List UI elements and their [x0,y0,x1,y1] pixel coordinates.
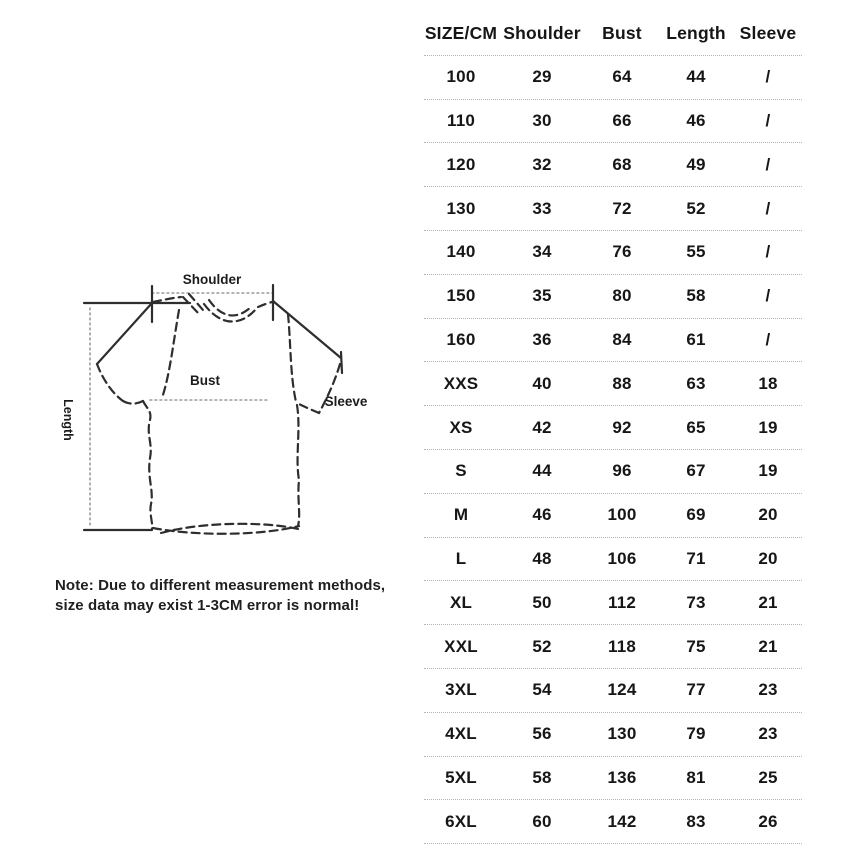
table-row [424,581,802,625]
table-cell: 40 [532,373,552,393]
table-cell: 92 [612,417,632,437]
table-cell: 26 [758,811,778,831]
table-cell: 73 [686,592,706,612]
table-cell: 19 [758,461,778,481]
table-cell: 80 [612,286,632,306]
table-cell: 88 [612,373,632,393]
table-row [424,450,802,494]
shoulder-label: Shoulder [182,272,242,287]
table-cell: 50 [532,592,552,612]
table-row [424,187,802,231]
column-header: Sleeve [739,22,797,43]
sleeve-label: Sleeve [324,394,368,409]
table-cell: 81 [686,767,706,787]
table-cell: 120 [446,154,476,174]
table-cell: 67 [686,461,706,481]
table-cell: 160 [446,329,476,349]
table-header-row [424,12,802,56]
table-cell: XXS [443,373,479,393]
table-cell: 96 [612,461,632,481]
table-cell: 63 [686,373,706,393]
table-cell: 52 [532,636,552,656]
table-cell: 44 [532,461,552,481]
column-header: SIZE/CM [424,22,498,43]
column-header: Bust [602,22,642,43]
table-cell: 65 [686,417,706,437]
table-cell: 44 [686,67,706,87]
table-cell: 58 [532,767,552,787]
table-row [424,538,802,582]
table-row [424,231,802,275]
table-cell: 4XL [445,724,477,744]
table-row [424,494,802,538]
table-cell: 72 [612,198,632,218]
table-cell: 83 [686,811,706,831]
size-table [424,12,802,844]
table-cell: 46 [686,110,706,130]
length-label: Length [61,399,75,441]
table-cell: M [453,505,469,525]
table-cell: 130 [607,724,637,744]
table-cell: / [765,154,771,174]
table-cell: XXL [444,636,478,656]
table-cell: 142 [607,811,637,831]
table-cell: 20 [758,505,778,525]
table-cell: 118 [607,636,637,656]
table-row [424,275,802,319]
table-cell: XS [449,417,473,437]
table-cell: 112 [607,592,637,612]
table-cell: 124 [607,680,637,700]
table-cell: 76 [612,242,632,262]
table-row [424,669,802,713]
table-cell: 64 [612,67,632,87]
table-cell: 56 [532,724,552,744]
table-cell: 20 [758,548,778,568]
table-cell: 130 [446,198,476,218]
table-row [424,362,802,406]
table-cell: 36 [532,329,552,349]
tshirt-measurement-diagram [55,262,385,572]
table-cell: 30 [532,110,552,130]
table-cell: 21 [758,636,778,656]
table-cell: 25 [758,767,778,787]
table-cell: XL [449,592,473,612]
table-cell: / [765,242,771,262]
table-cell: 75 [686,636,706,656]
table-cell: 19 [758,417,778,437]
table-cell: 48 [532,548,552,568]
table-cell: 60 [532,811,552,831]
table-row [424,56,802,100]
table-cell: / [765,286,771,306]
table-cell: 68 [612,154,632,174]
table-cell: 35 [532,286,552,306]
table-cell: 69 [686,505,706,525]
table-row [424,713,802,757]
table-cell: 55 [686,242,706,262]
table-cell: / [765,67,771,87]
table-cell: 61 [686,329,706,349]
table-cell: 29 [532,67,552,87]
table-row [424,319,802,363]
table-cell: 140 [446,242,476,262]
table-cell: 32 [532,154,552,174]
solid-lines [84,285,342,530]
table-cell: / [765,110,771,130]
table-cell: 79 [686,724,706,744]
table-cell: 100 [446,67,476,87]
column-header: Shoulder [503,22,581,43]
tshirt-sketch [55,262,385,572]
table-cell: 23 [758,680,778,700]
table-cell: L [455,548,467,568]
table-cell: 46 [532,505,552,525]
table-cell: 54 [532,680,552,700]
table-row [424,100,802,144]
column-header: Length [666,22,726,43]
table-cell: 106 [607,548,637,568]
table-cell: 5XL [445,767,477,787]
table-cell: 21 [758,592,778,612]
table-cell: / [765,198,771,218]
note-line-1: Note: Due to different measurement methods, [55,577,386,594]
table-cell: 66 [612,110,632,130]
table-cell: 6XL [445,811,477,831]
table-cell: 71 [686,548,706,568]
bust-label: Bust [190,373,220,388]
table-row [424,625,802,669]
table-row [424,757,802,801]
table-cell: 110 [446,110,476,130]
table-row [424,406,802,450]
table-cell: 84 [612,329,632,349]
measurement-note [55,576,400,616]
table-cell: 100 [607,505,637,525]
shirt-outline [97,294,340,534]
table-cell: 49 [686,154,706,174]
table-cell: S [455,461,467,481]
table-cell: 33 [532,198,552,218]
table-cell: 23 [758,724,778,744]
table-cell: 34 [532,242,552,262]
table-cell: 77 [686,680,706,700]
table-cell: 18 [758,373,778,393]
table-cell: 136 [607,767,637,787]
table-cell: / [765,329,771,349]
table-cell: 42 [532,417,552,437]
table-row [424,800,802,844]
table-row [424,143,802,187]
note-line-2: size data may exist 1-3CM error is normal! [55,597,360,614]
table-cell: 58 [686,286,706,306]
table-cell: 52 [686,198,706,218]
measure-guides [90,293,273,526]
table-cell: 150 [446,286,476,306]
table-cell: 3XL [445,680,477,700]
